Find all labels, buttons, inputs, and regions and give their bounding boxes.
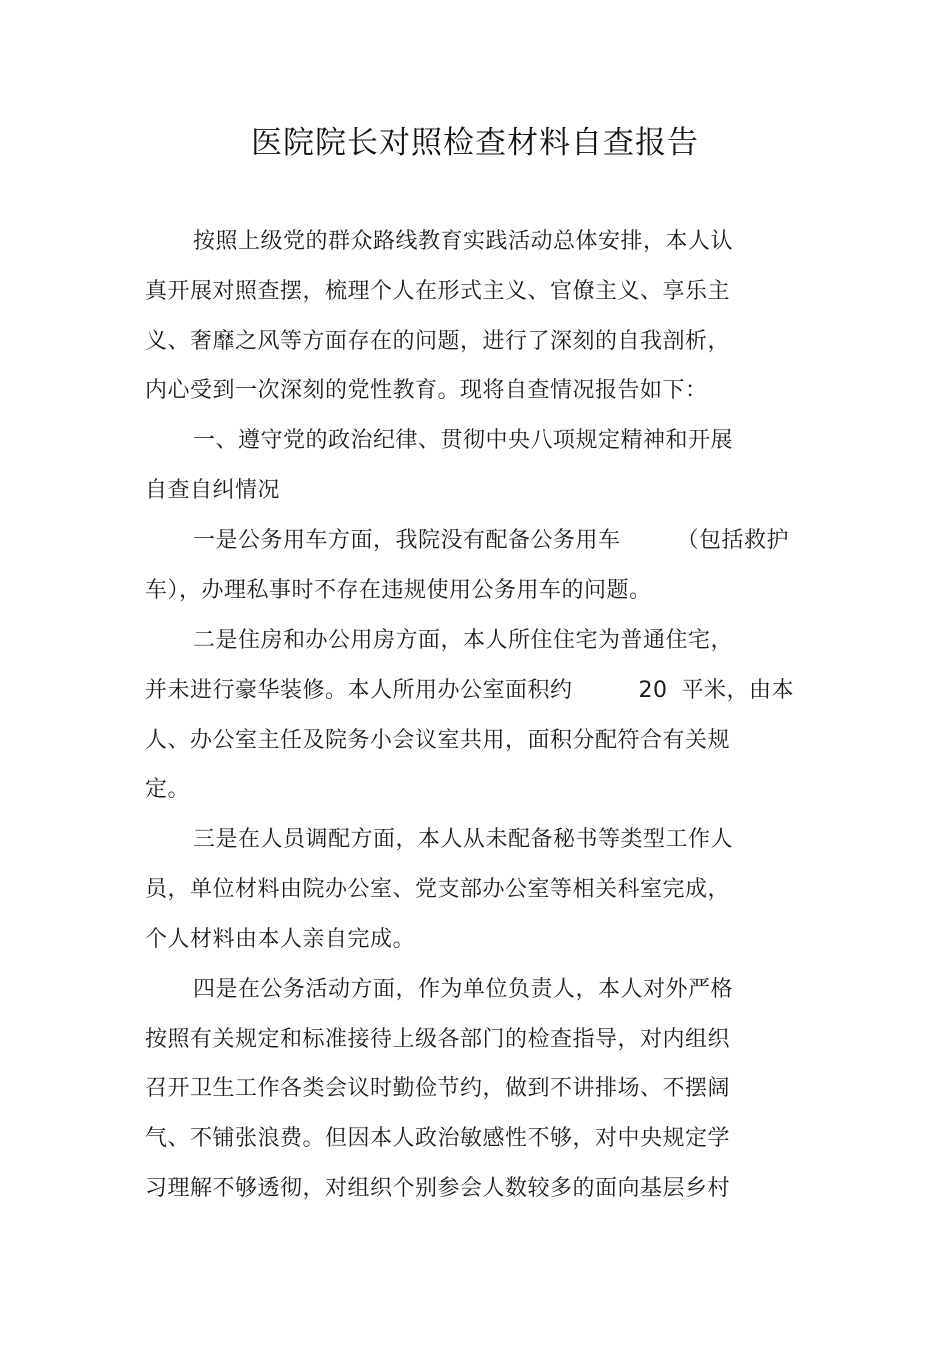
text-segment: 一是公务用车方面，我院没有配备公务用车 (193, 528, 621, 553)
paragraph-line: 召开卫生工作各类会议时勤俭节约，做到不讲排场、不摆阔 (145, 1076, 731, 1101)
text-segment: 平米，由本 (681, 678, 795, 703)
section-heading-line: 一、遵守党的政治纪律、贯彻中央八项规定精神和开展 (193, 428, 734, 453)
paragraph-line: 义、奢靡之风等方面存在的问题，进行了深刻的自我剖析， (145, 329, 731, 354)
paragraph-line: 气、不铺张浪费。但因本人政治敏感性不够，对中央规定学 (145, 1126, 731, 1151)
paragraph-line: 车），办理私事时不存在违规使用公务用车的问题。 (145, 578, 652, 603)
paragraph-line (145, 666, 815, 716)
paragraph-line: 三是在人员调配方面，本人从未配备秘书等类型工作人 (193, 827, 734, 852)
section-heading-line: 自查自纠情况 (145, 478, 281, 503)
text-segment: 并未进行豪华装修。本人所用办公室面积约 (145, 678, 573, 703)
paragraph-line: 真开展对照查摆，梳理个人在形式主义、官僚主义、享乐主 (145, 279, 731, 304)
paragraph-line: 人、办公室主任及院务小会议室共用，面积分配符合有关规 (145, 728, 731, 753)
paragraph-line: 习理解不够透彻，对组织个别参会人数较多的面向基层乡村 (145, 1176, 731, 1201)
text-segment: （包括救护 (676, 528, 790, 553)
paragraph-line: 个人材料由本人亲自完成。 (145, 927, 416, 952)
number-value: 20 (638, 678, 668, 703)
paragraph-line: 按照上级党的群众路线教育实践活动总体安排，本人认 (193, 229, 734, 254)
document-title: 医院院长对照检查材料自查报告 (251, 125, 699, 161)
paragraph-line: 内心受到一次深刻的党性教育。现将自查情况报告如下： (145, 378, 708, 403)
paragraph-line: 四是在公务活动方面，作为单位负责人，本人对外严格 (193, 977, 734, 1002)
paragraph-line: 按照有关规定和标准接待上级各部门的检查指导，对内组织 (145, 1027, 731, 1052)
paragraph-line: 员，单位材料由院办公室、党支部办公室等相关科室完成， (145, 877, 731, 902)
paragraph-line: 二是住房和办公用房方面，本人所住住宅为普通住宅， (193, 628, 734, 653)
paragraph-line: 定。 (145, 777, 191, 802)
paragraph-line (193, 516, 863, 566)
